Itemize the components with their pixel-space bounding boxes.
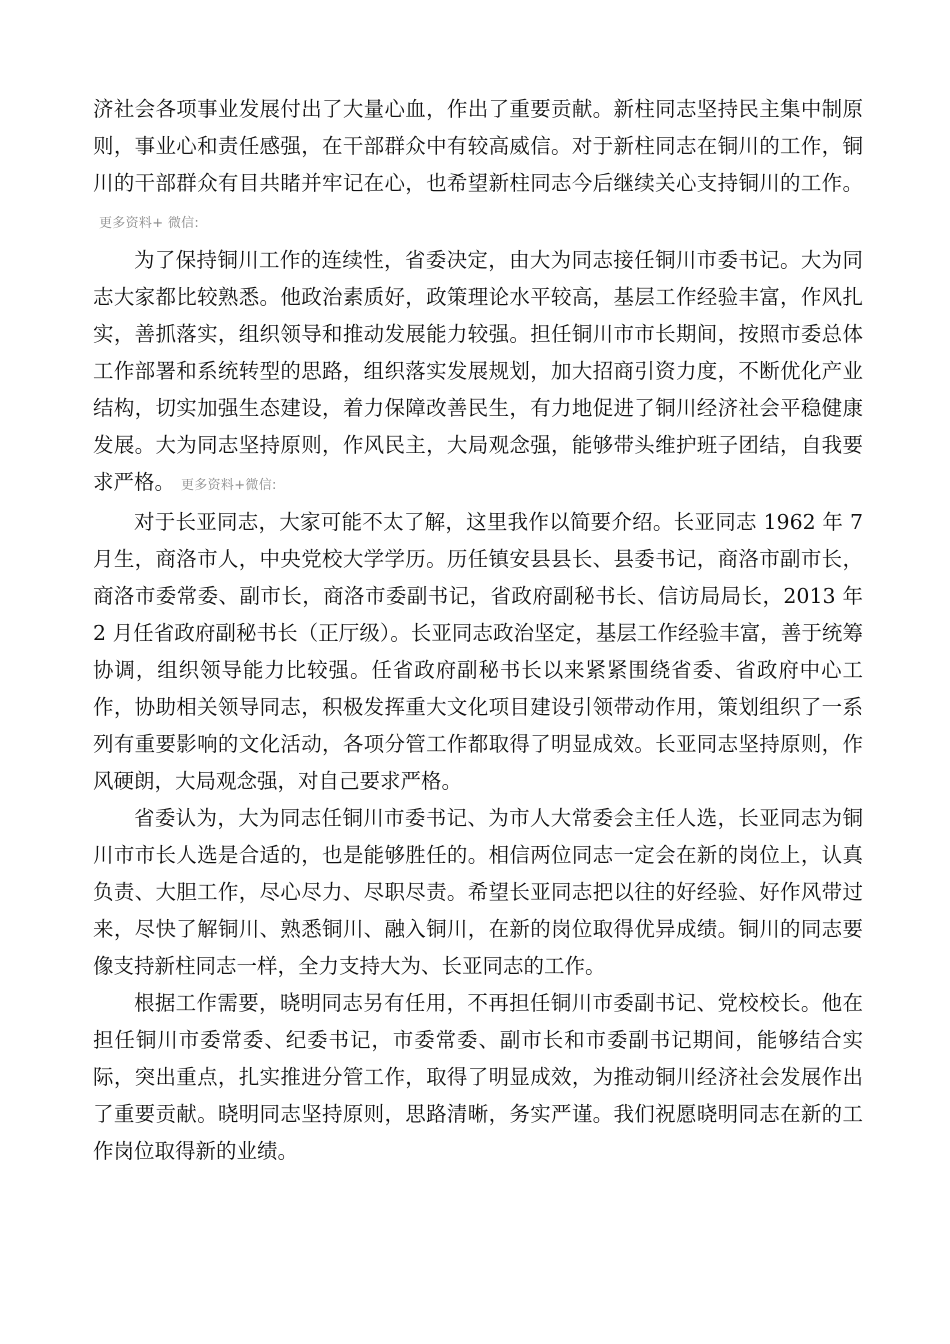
contact-note: 更多资料+微信: xyxy=(181,478,277,493)
paragraph-4 xyxy=(93,800,863,985)
paragraph-4-text: 省委认为，大为同志任铜川市委书记、为市人大常委会主任人选，长亚同志为铜川市市长人选是合适的，也是能够胜任的。相信两位同志一定会在新的岗位上，认真负责、大胆工作，尽心尽力、尽职尽责。希望长亚同志把以往的好经验、好作风带过来，尽快了解铜川、熟悉铜川、融入铜川，在新的岗位取得优异成绩。铜川的同志要像支持新柱同志一样，全力支持大为、长亚同志的工作。 xyxy=(93,806,863,978)
paragraph-5 xyxy=(93,985,863,1170)
paragraph-3-text: 对于长亚同志，大家可能不太了解，这里我作以简要介绍。长亚同志 1962 年 7 月生，商洛市人，中央党校大学学历。历任镇安县县长、县委书记，商洛市副市长，商洛市委常委、副市长，商洛市委副书记，省政府副秘书长、信访局局长，2013 年 2 月任省政府副秘书长（正厅级）。长亚同志政治坚定，基层工作经验丰富，善于统筹协调，组织领导能力比较强。任省政府副秘书长以来紧紧围绕省委、省政府中心工作，协助相关领导同志，积极发挥重大文化项目建设引领带动作用，策划组织了一系列有重要影响的文化活动，各项分管工作都取得了明显成效。长亚同志坚持原则，作风硬朗，大局观念强，对自己要求严格。 xyxy=(93,510,863,793)
paragraph-2-text: 为了保持铜川工作的连续性，省委决定，由大为同志接任铜川市委书记。大为同志大家都比较熟悉。他政治素质好，政策理论水平较高，基层工作经验丰富，作风扎实，善抓落实，组织领导和推动发展能力较强。担任铜川市市长期间，按照市委总体工作部署和系统转型的思路，组织落实发展规划，加大招商引资力度，不断优化产业结构，切实加强生态建设，着力保障改善民生，有力地促进了铜川经济社会平稳健康发展。大为同志坚持原则，作风民主，大局观念强，能够带头维护班子团结，自我要求严格。 xyxy=(93,248,863,494)
contact-note: 更多资料+ 微信: xyxy=(99,216,200,231)
paragraph-1 xyxy=(93,91,863,242)
document-body xyxy=(93,91,863,1170)
paragraph-5-text: 根据工作需要，晓明同志另有任用，不再担任铜川市委副书记、党校校长。他在担任铜川市委常委、纪委书记，市委常委、副市长和市委副书记期间，能够结合实际，突出重点，扎实推进分管工作，取得了明显成效，为推动铜川经济社会发展作出了重要贡献。晓明同志坚持原则，思路清晰，务实严谨。我们祝愿晓明同志在新的工作岗位取得新的业绩。 xyxy=(93,991,863,1163)
paragraph-3 xyxy=(93,504,863,800)
paragraph-1-text: 济社会各项事业发展付出了大量心血，作出了重要贡献。新柱同志坚持民主集中制原则，事业心和责任感强，在干部群众中有较高威信。对于新柱同志在铜川的工作，铜川的干部群众有目共睹并牢记在心，也希望新柱同志今后继续关心支持铜川的工作。 xyxy=(93,97,863,195)
paragraph-2 xyxy=(93,242,863,504)
